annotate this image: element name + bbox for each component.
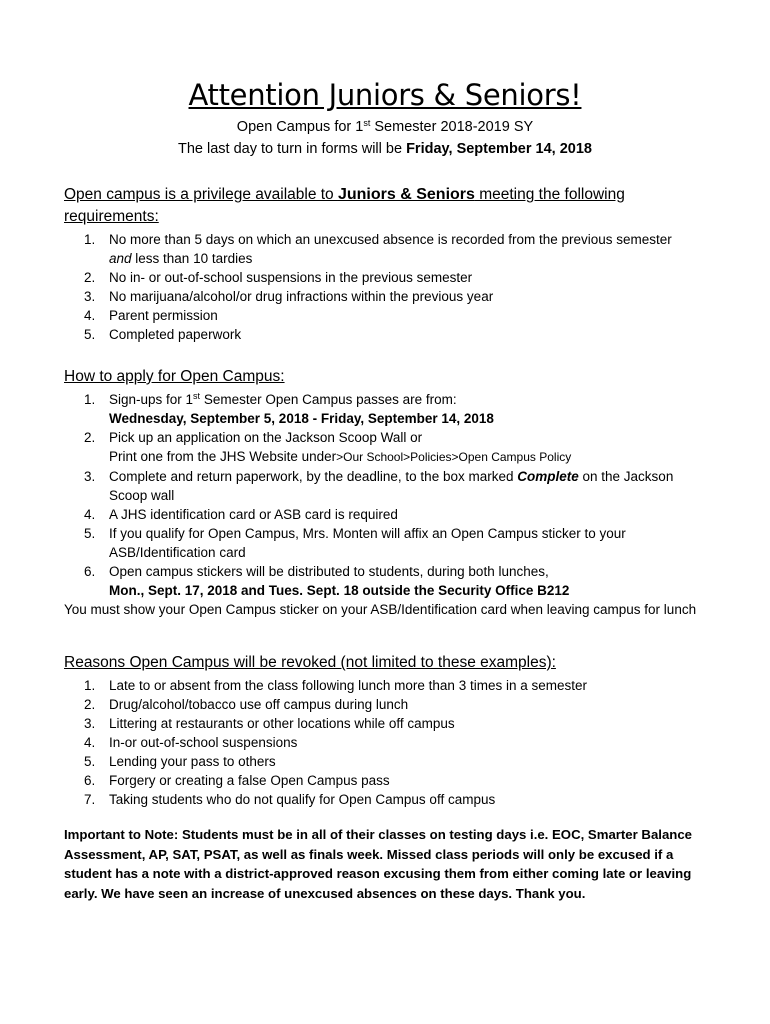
list-item-text: A JHS identification card or ASB card is required: [109, 507, 398, 522]
list-item-emphasis: Complete: [517, 469, 579, 484]
list-item: [64, 695, 698, 714]
list-item-text: Completed paperwork: [109, 327, 242, 342]
signup-dates: Wednesday, September 5, 2018 - Friday, September 14, 2018: [109, 411, 494, 426]
list-number: 5.: [84, 754, 96, 769]
list-number: 3.: [84, 716, 96, 731]
apply-footer: You must show your Open Campus sticker on your ASB/Identification card when leaving campus for lunch: [64, 602, 697, 617]
requirements-list: [64, 230, 698, 344]
revoked-section: [64, 652, 698, 809]
list-item-text: No marijuana/alcohol/or drug infractions within the previous year: [109, 289, 494, 304]
list-item: [64, 390, 698, 428]
list-item: [64, 306, 698, 325]
list-item: [64, 524, 698, 562]
list-item: [64, 676, 698, 695]
requirements-section: [64, 184, 698, 344]
list-item: [64, 790, 698, 809]
list-number: 3.: [84, 289, 96, 304]
list-item-text: Taking students who do not qualify for Open Campus off campus: [109, 792, 496, 807]
list-number: 4.: [84, 308, 96, 323]
list-item-text: Late to or absent from the class following lunch more than 3 times in a semester: [109, 678, 587, 693]
list-item-text-cont: Print one from the JHS Website under: [109, 449, 337, 464]
list-number: 1.: [84, 678, 96, 693]
list-item-text: Open campus stickers will be distributed to students, during both lunches,: [109, 564, 549, 579]
revoked-list: [64, 676, 698, 809]
revoked-heading: Reasons Open Campus will be revoked (not limited to these examples):: [64, 654, 556, 671]
list-item-text: Complete and return paperwork, by the deadline, to the box marked: [109, 469, 518, 484]
subtitle-text-end: Semester 2018-2019 SY: [370, 119, 534, 135]
list-number: 5.: [84, 526, 96, 541]
deadline-text: The last day to turn in forms will be: [178, 141, 407, 157]
requirements-heading-text-end: meeting the following requirements:: [64, 186, 625, 225]
list-number: 3.: [84, 469, 96, 484]
list-item: [64, 733, 698, 752]
subtitle: [0, 119, 770, 135]
list-item-text: No more than 5 days on which an unexcused absence is recorded from the previous semester: [109, 232, 672, 247]
list-number: 1.: [84, 232, 96, 247]
list-item-text: If you qualify for Open Campus, Mrs. Monten will affix an Open Campus sticker to your ASB/Identification card: [109, 526, 626, 560]
list-number: 1.: [84, 392, 96, 407]
list-item: [64, 325, 698, 344]
list-number: 2.: [84, 270, 96, 285]
list-item-text-end: on the Jackson Scoop wall: [109, 469, 674, 503]
subtitle-superscript: st: [363, 118, 371, 128]
requirements-heading-text: Open campus is a privilege available to: [64, 186, 338, 203]
list-number: 7.: [84, 792, 96, 807]
list-number: 6.: [84, 564, 96, 579]
list-item: [64, 562, 698, 600]
requirements-heading: [64, 184, 698, 228]
list-item: [64, 752, 698, 771]
list-item: [64, 467, 698, 505]
list-item-text: Drug/alcohol/tobacco use off campus during lunch: [109, 697, 409, 712]
subtitle-text: Open Campus for 1: [236, 119, 364, 135]
list-item-text: Lending your pass to others: [109, 754, 276, 769]
list-item: [64, 505, 698, 524]
list-item: [64, 230, 698, 268]
list-item-superscript: st: [193, 391, 201, 401]
page-title: Attention Juniors & Seniors!: [188, 78, 582, 112]
list-item: [64, 268, 698, 287]
list-item-text-cont: less than 10 tardies: [131, 251, 253, 266]
list-item: [64, 428, 698, 467]
list-item: [64, 714, 698, 733]
apply-section: [64, 366, 698, 619]
list-number: 4.: [84, 735, 96, 750]
list-item-text: Pick up an application on the Jackson Scoop Wall or: [109, 430, 423, 445]
requirements-heading-bold: Juniors & Seniors: [337, 186, 475, 203]
list-number: 2.: [84, 430, 96, 445]
list-item-emphasis: and: [109, 251, 132, 266]
list-number: 4.: [84, 507, 96, 522]
important-note: Important to Note: Students must be in all of their classes on testing days i.e. EOC, Smarter Balance Assessment, AP, SAT, PSAT, as well as finals week. Missed class periods will only be excused if a student has a note with a district-approved reason excusing them from either coming late or leaving early. We have seen an increase of unexcused absences on these days. Thank you.: [64, 827, 693, 901]
deadline-line: [0, 141, 770, 157]
list-item-text: Littering at restaurants or other locations while off campus: [109, 716, 455, 731]
list-number: 2.: [84, 697, 96, 712]
list-number: 6.: [84, 773, 96, 788]
list-item-text: No in- or out-of-school suspensions in the previous semester: [109, 270, 473, 285]
list-item-text-end: Semester Open Campus passes are from:: [200, 392, 457, 407]
list-item: [64, 771, 698, 790]
list-item-text: In-or out-of-school suspensions: [109, 735, 298, 750]
apply-heading: How to apply for Open Campus:: [64, 368, 285, 385]
list-number: 5.: [84, 327, 96, 342]
list-item-text: Forgery or creating a false Open Campus pass: [109, 773, 390, 788]
deadline-date: Friday, September 14, 2018: [406, 141, 592, 157]
apply-list: [64, 390, 698, 600]
list-item-text: Sign-ups for 1: [109, 392, 194, 407]
distribution-dates: Mon., Sept. 17, 2018 and Tues. Sept. 18 outside the Security Office B212: [109, 583, 570, 598]
website-path: >Our School>Policies>Open Campus Policy: [336, 450, 572, 464]
list-item-text: Parent permission: [109, 308, 218, 323]
list-item: [64, 287, 698, 306]
